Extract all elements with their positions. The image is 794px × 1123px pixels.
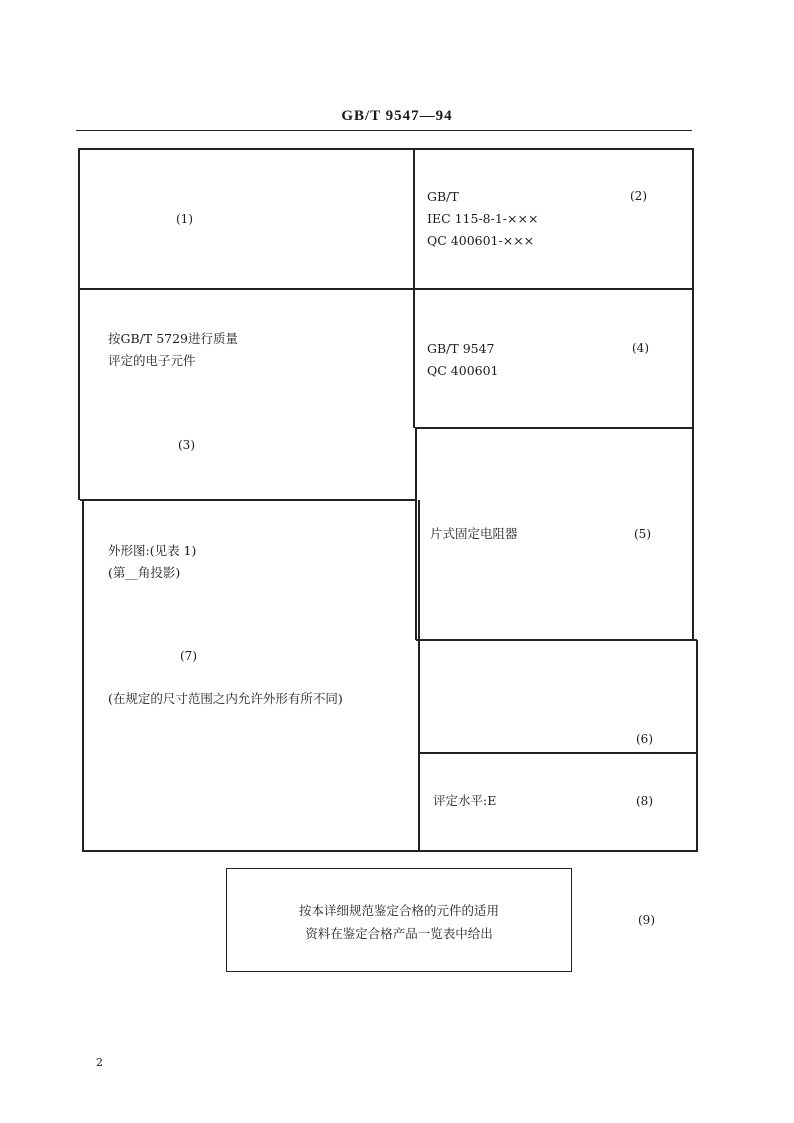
table-border-left-lower [82,500,84,852]
cell-4-marker: (4) [632,341,649,355]
cell-2-text [427,186,538,252]
cell-5-text: 片式固定电阻器 [430,526,518,541]
table-divider-h1 [78,288,694,290]
cell-7-marker: (7) [180,649,197,663]
table-divider-h4-right [416,639,697,641]
header-rule [76,130,692,131]
cell-8-marker: (8) [636,794,653,808]
page-number: 2 [96,1056,103,1069]
cell-7-line: 外形图:(见表 1) [108,543,197,558]
table-border-top [78,148,694,150]
table-divider-v-lower [418,500,420,852]
table-divider-v-middle [415,428,417,640]
cell-2-line: GB/T [427,189,459,204]
cell-4-line: QC 400601 [427,363,499,378]
cell-4-text [427,338,499,382]
cell-5-marker: (5) [634,527,651,541]
cell-3-line: 评定的电子元件 [108,353,196,368]
cell-7-text [108,540,196,584]
qualification-note-line: 资料在鉴定合格产品一览表中给出 [305,926,493,941]
cell-7-note: (在规定的尺寸范围之内允许外形有所不同) [108,691,343,706]
table-divider-h2-right [415,427,694,429]
cell-3-line: 按GB/T 5729进行质量 [108,331,239,346]
table-border-bottom [82,850,698,852]
cell-9-marker: (9) [638,913,655,927]
cell-3-text [108,328,238,372]
cell-4-line: GB/T 9547 [427,341,495,356]
qualification-note-box [226,868,572,972]
table-border-left [78,148,80,500]
standard-header: GB/T 9547—94 [341,108,453,124]
cell-2-line: IEC 115-8-1-××× [427,211,539,226]
cell-3-marker: (3) [178,438,195,452]
cell-6-marker: (6) [636,732,653,746]
qualification-note-line: 按本详细规范鉴定合格的元件的适用 [298,903,499,918]
cell-8-text: 评定水平:E [433,793,497,808]
cell-7-line: (第__角投影) [108,565,181,580]
table-divider-h3-left [80,499,416,501]
table-border-right-lower [696,640,698,852]
table-divider-h5-right [419,752,697,754]
cell-1-marker: (1) [176,212,193,226]
cell-2-line: QC 400601-××× [427,233,535,248]
cell-2-marker: (2) [630,189,647,203]
table-border-right [692,148,694,640]
